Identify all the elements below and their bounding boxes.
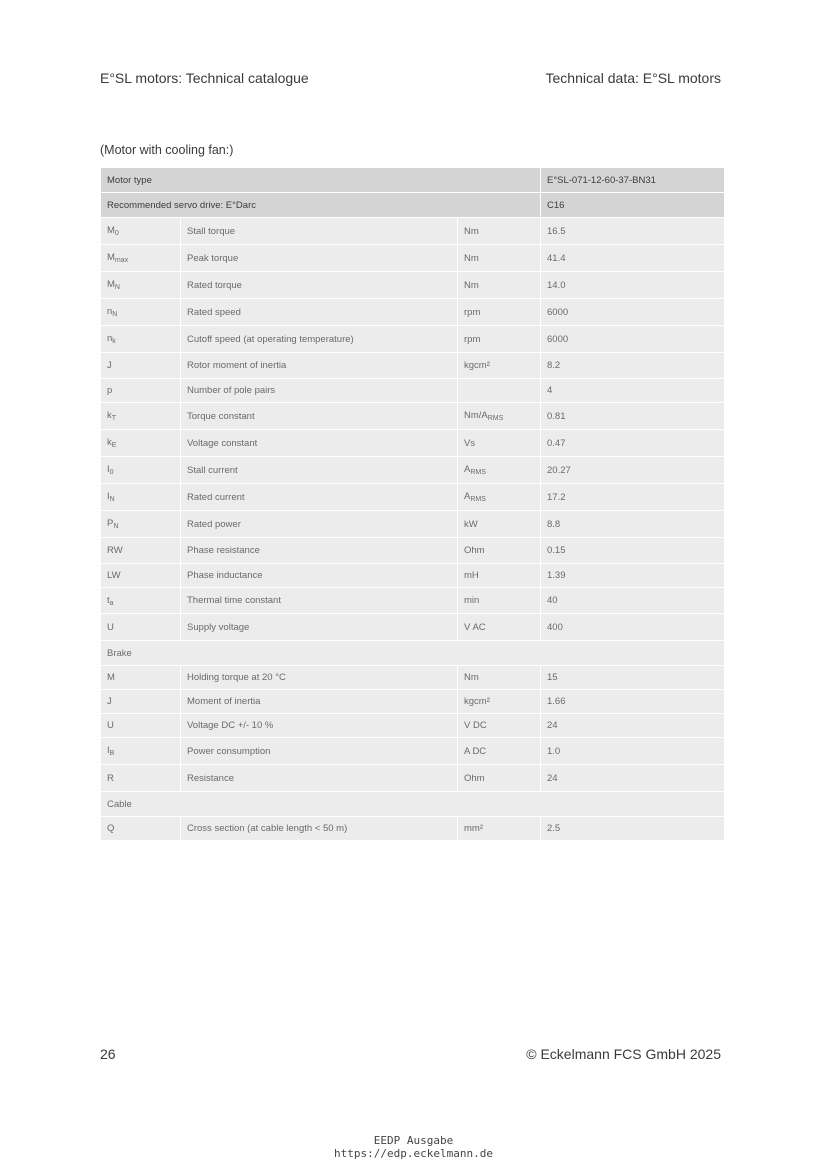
table-row: [101, 218, 725, 245]
unit-cell: [458, 326, 541, 353]
brake-section-row: [101, 641, 725, 666]
stamp-line-edition: EEDP Ausgabe: [373, 1134, 454, 1147]
unit-cell-text: A DC: [464, 745, 487, 757]
motor-type-row: [101, 168, 725, 193]
symbol-cell-text: R: [107, 772, 114, 784]
unit-cell-text: kgcm²: [464, 696, 490, 707]
unit-cell-text: Nm: [464, 279, 479, 291]
description-cell: [181, 379, 458, 403]
value-cell-text: 24: [547, 772, 558, 784]
description-cell-text: Voltage constant: [187, 437, 258, 449]
description-cell-text: Supply voltage: [187, 621, 250, 633]
servo-drive-label: Recommended servo drive: E°Darc: [101, 193, 541, 218]
value-cell: [541, 738, 725, 765]
unit-cell-text: Nm: [464, 672, 479, 683]
description-cell-text: Resistance: [187, 772, 234, 784]
unit-cell: [458, 614, 541, 641]
value-cell-text: 2.5: [547, 823, 561, 834]
symbol-cell-text: Q: [107, 823, 115, 834]
symbol-cell-text: LW: [107, 570, 121, 581]
value-cell: [541, 484, 725, 511]
value-cell-text: 1.66: [547, 696, 566, 707]
value-cell: [541, 403, 725, 430]
value-cell-text: 15: [547, 672, 558, 683]
description-cell-text: Cutoff speed (at operating temperature): [187, 333, 354, 345]
symbol-cell-subscript: B: [109, 750, 115, 757]
value-cell-text: 17.2: [547, 491, 566, 503]
table-row: [101, 511, 725, 538]
unit-cell-text: Nm: [464, 225, 479, 237]
unit-cell-text: min: [464, 595, 480, 606]
symbol-cell-subscript: k: [112, 338, 116, 345]
symbol-cell-text: p: [107, 385, 113, 396]
symbol-cell-text: P: [107, 518, 114, 529]
value-cell: [541, 379, 725, 403]
unit-cell: [458, 430, 541, 457]
description-cell: [181, 299, 458, 326]
unit-cell-text: Nm/A: [464, 410, 488, 421]
value-cell: [541, 299, 725, 326]
symbol-cell-text: J: [107, 360, 112, 371]
symbol-cell: [101, 588, 181, 614]
symbol-cell: [101, 511, 181, 538]
unit-cell: [458, 511, 541, 538]
unit-cell: [458, 564, 541, 588]
symbol-cell-text: RW: [107, 545, 123, 556]
symbol-cell-subscript: 0: [109, 469, 114, 476]
unit-cell: [458, 299, 541, 326]
description-cell-text: Stall torque: [187, 225, 236, 237]
value-cell-text: 6000: [547, 333, 569, 345]
symbol-cell: [101, 690, 181, 714]
description-cell-text: Phase resistance: [187, 545, 260, 556]
unit-cell: [458, 353, 541, 379]
servo-drive-row: [101, 193, 725, 218]
table-row: [101, 817, 725, 841]
table-row: [101, 403, 725, 430]
description-cell: [181, 245, 458, 272]
table-row: [101, 245, 725, 272]
description-cell: [181, 484, 458, 511]
unit-cell: [458, 457, 541, 484]
symbol-cell-text: k: [107, 410, 112, 421]
symbol-cell-text: M: [107, 672, 115, 683]
symbol-cell: [101, 484, 181, 511]
description-cell: [181, 218, 458, 245]
description-cell: [181, 457, 458, 484]
description-cell-text: Phase inductance: [187, 570, 263, 581]
unit-cell: [458, 245, 541, 272]
table-row: [101, 765, 725, 792]
description-cell-text: Voltage DC +/- 10 %: [187, 720, 274, 731]
unit-cell-text: Ohm: [464, 772, 485, 784]
value-cell-text: 40: [547, 595, 558, 606]
value-cell-text: 24: [547, 720, 558, 731]
unit-cell-text: mm²: [464, 823, 483, 834]
value-cell: [541, 588, 725, 614]
symbol-cell-text: n: [107, 333, 113, 344]
unit-cell-subscript: RMS: [487, 415, 504, 422]
header-section-title: Technical data: E°SL motors: [545, 70, 721, 86]
description-cell-text: Moment of inertia: [187, 696, 261, 707]
unit-cell-text: rpm: [464, 333, 481, 345]
symbol-cell-text: U: [107, 621, 114, 633]
table-row: [101, 272, 725, 299]
table-row: [101, 430, 725, 457]
table-row: [101, 379, 725, 403]
value-cell-text: 0.47: [547, 437, 566, 449]
table-row: [101, 690, 725, 714]
value-cell-text: 4: [547, 385, 553, 396]
symbol-cell-subscript: max: [114, 257, 129, 264]
table-row: [101, 714, 725, 738]
value-cell-text: 0.15: [547, 545, 566, 556]
value-cell-text: 0.81: [547, 410, 566, 422]
description-cell-text: Thermal time constant: [187, 595, 281, 606]
table-row: [101, 588, 725, 614]
page-number: 26: [100, 1046, 116, 1062]
servo-drive-value: C16: [541, 193, 725, 218]
unit-cell: [458, 272, 541, 299]
description-cell: [181, 738, 458, 765]
unit-cell-text: Ohm: [464, 545, 485, 556]
description-cell: [181, 714, 458, 738]
symbol-cell-text: M: [107, 225, 115, 236]
symbol-cell-subscript: N: [109, 496, 115, 503]
unit-cell-text: V DC: [464, 720, 487, 731]
description-cell-text: Rotor moment of inertia: [187, 360, 287, 371]
table-row: [101, 538, 725, 564]
description-cell-text: Rated current: [187, 491, 245, 503]
value-cell: [541, 765, 725, 792]
symbol-cell: [101, 403, 181, 430]
motor-type-value: E°SL-071-12-60-37-BN31: [541, 168, 725, 193]
symbol-cell-text: I: [107, 745, 110, 756]
value-cell: [541, 430, 725, 457]
symbol-cell-text: n: [107, 306, 113, 317]
unit-cell-text: A: [464, 464, 471, 475]
symbol-cell-subscript: E: [111, 442, 117, 449]
value-cell-text: 1.39: [547, 570, 566, 581]
description-cell: [181, 564, 458, 588]
description-cell-text: Stall current: [187, 464, 238, 476]
description-cell: [181, 765, 458, 792]
unit-cell: [458, 218, 541, 245]
symbol-cell-subscript: N: [114, 284, 120, 291]
unit-cell: [458, 379, 541, 403]
symbol-cell: [101, 299, 181, 326]
description-cell: [181, 353, 458, 379]
unit-cell-subscript: RMS: [470, 496, 486, 503]
value-cell: [541, 690, 725, 714]
copyright-notice: © Eckelmann FCS GmbH 2025: [526, 1046, 721, 1062]
description-cell: [181, 403, 458, 430]
symbol-cell-text: J: [107, 696, 112, 707]
symbol-cell: [101, 817, 181, 841]
value-cell: [541, 538, 725, 564]
unit-cell: [458, 817, 541, 841]
table-row: [101, 326, 725, 353]
description-cell-text: Cross section (at cable length < 50 m): [187, 823, 348, 834]
value-cell: [541, 564, 725, 588]
value-cell: [541, 614, 725, 641]
value-cell: [541, 666, 725, 690]
unit-cell-text: kW: [464, 518, 478, 530]
unit-cell-text: Vs: [464, 437, 476, 449]
value-cell-text: 6000: [547, 306, 569, 318]
unit-cell-text: V AC: [464, 621, 486, 633]
unit-cell: [458, 765, 541, 792]
description-cell-text: Torque constant: [187, 410, 255, 422]
description-cell-text: Power consumption: [187, 745, 271, 757]
table-row: [101, 564, 725, 588]
symbol-cell-subscript: N: [112, 311, 118, 318]
value-cell: [541, 326, 725, 353]
value-cell: [541, 272, 725, 299]
unit-cell-text: A: [464, 491, 471, 502]
table-row: [101, 457, 725, 484]
description-cell: [181, 326, 458, 353]
value-cell: [541, 457, 725, 484]
symbol-cell-text: U: [107, 720, 114, 731]
description-cell: [181, 690, 458, 714]
description-cell: [181, 588, 458, 614]
motor-type-label: Motor type: [101, 168, 541, 193]
description-cell: [181, 817, 458, 841]
description-cell: [181, 666, 458, 690]
value-cell-text: 20.27: [547, 464, 571, 476]
table-row: [101, 353, 725, 379]
description-cell-text: Number of pole pairs: [187, 385, 276, 396]
symbol-cell-text: M: [107, 279, 115, 290]
symbol-cell: [101, 379, 181, 403]
unit-cell-text: kgcm²: [464, 360, 490, 371]
stamp-line-url: https://edp.eckelmann.de: [334, 1147, 493, 1160]
edition-stamp: [0, 1134, 827, 1160]
symbol-cell-subscript: a: [109, 599, 114, 607]
description-cell: [181, 272, 458, 299]
value-cell: [541, 714, 725, 738]
value-cell: [541, 353, 725, 379]
unit-cell: [458, 588, 541, 614]
unit-cell: [458, 538, 541, 564]
symbol-cell: [101, 538, 181, 564]
value-cell-text: 8.2: [547, 360, 561, 371]
description-cell-text: Rated speed: [187, 306, 241, 318]
symbol-cell-text: I: [107, 464, 110, 475]
symbol-cell: [101, 326, 181, 353]
unit-cell: [458, 666, 541, 690]
description-cell-text: Peak torque: [187, 252, 239, 264]
symbol-cell: [101, 430, 181, 457]
symbol-cell-text: I: [107, 491, 110, 502]
symbol-cell: [101, 353, 181, 379]
unit-cell: [458, 714, 541, 738]
value-cell-text: 41.4: [547, 252, 566, 264]
symbol-cell: [101, 564, 181, 588]
description-cell-text: Rated power: [187, 518, 241, 530]
description-cell: [181, 511, 458, 538]
value-cell-text: 1.0: [547, 745, 561, 757]
symbol-cell-subscript: N: [113, 523, 119, 530]
unit-cell: [458, 690, 541, 714]
table-row: [101, 738, 725, 765]
cable-section-label: Cable: [101, 792, 725, 817]
unit-cell-text: mH: [464, 570, 479, 581]
description-cell-text: Rated torque: [187, 279, 242, 291]
unit-cell: [458, 738, 541, 765]
value-cell: [541, 817, 725, 841]
symbol-cell-subscript: 0: [114, 230, 119, 237]
table-row: [101, 299, 725, 326]
description-cell: [181, 538, 458, 564]
value-cell: [541, 245, 725, 272]
description-cell: [181, 614, 458, 641]
table-row: [101, 484, 725, 511]
unit-cell-text: rpm: [464, 306, 481, 318]
unit-cell-subscript: RMS: [470, 469, 486, 476]
unit-cell: [458, 403, 541, 430]
symbol-cell-text: t: [107, 594, 110, 606]
symbol-cell: [101, 457, 181, 484]
header-document-title: E°SL motors: Technical catalogue: [100, 70, 309, 86]
value-cell-text: 16.5: [547, 225, 566, 237]
description-cell-text: Holding torque at 20 °C: [187, 672, 286, 683]
symbol-cell-text: k: [107, 437, 112, 448]
value-cell: [541, 511, 725, 538]
symbol-cell: [101, 714, 181, 738]
brake-section-label: Brake: [101, 641, 725, 666]
value-cell-text: 400: [547, 621, 563, 633]
symbol-cell: [101, 272, 181, 299]
symbol-cell: [101, 614, 181, 641]
description-cell: [181, 430, 458, 457]
value-cell-text: 14.0: [547, 279, 566, 291]
symbol-cell: [101, 245, 181, 272]
table-caption: (Motor with cooling fan:): [100, 143, 234, 157]
symbol-cell: [101, 218, 181, 245]
symbol-cell-subscript: T: [111, 415, 117, 422]
unit-cell: [458, 484, 541, 511]
symbol-cell: [101, 765, 181, 792]
symbol-cell-text: M: [107, 252, 115, 263]
symbol-cell: [101, 738, 181, 765]
unit-cell-text: Nm: [464, 252, 479, 264]
value-cell-text: 8.8: [547, 518, 561, 530]
value-cell: [541, 218, 725, 245]
cable-section-row: [101, 792, 725, 817]
technical-data-table: [100, 167, 725, 841]
table-row: [101, 614, 725, 641]
table-row: [101, 666, 725, 690]
symbol-cell: [101, 666, 181, 690]
